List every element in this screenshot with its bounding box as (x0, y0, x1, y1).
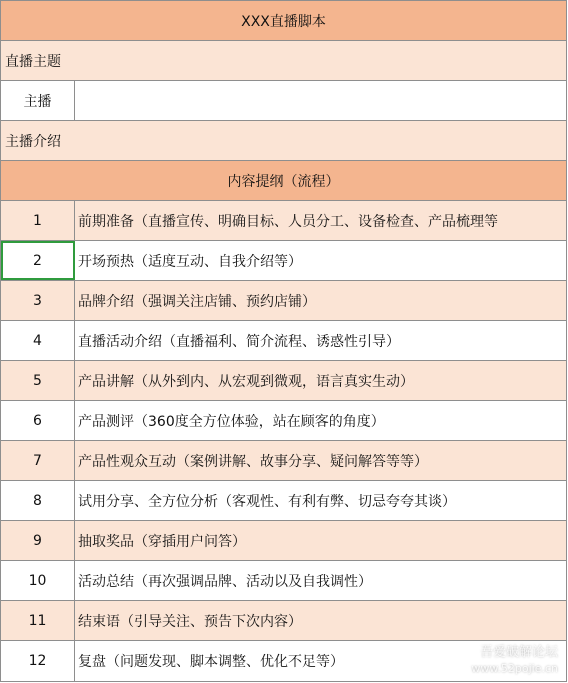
host-value-cell[interactable] (75, 81, 567, 120)
topic-cell[interactable]: 直播主题 (1, 41, 567, 80)
table-row (1, 481, 567, 521)
row-number-cell[interactable]: 3 (1, 281, 75, 320)
row-content-cell[interactable]: 产品测评（360度全方位体验，站在顾客的角度） (75, 401, 567, 440)
row-content-cell[interactable]: 抽取奖品（穿插用户问答） (75, 521, 567, 560)
watermark-name: 吾爱破解论坛 (479, 645, 558, 660)
watermark (471, 645, 558, 677)
row-number-cell[interactable]: 5 (1, 361, 75, 400)
row-content-cell[interactable]: 品牌介绍（强调关注店铺、预约店铺） (75, 281, 567, 320)
table-row (1, 561, 567, 601)
table-row (1, 361, 567, 401)
row-number-cell[interactable]: 10 (1, 561, 75, 600)
table-row (1, 201, 567, 241)
row-content-cell[interactable]: 直播活动介绍（直播福利、简介流程、诱惑性引导） (75, 321, 567, 360)
table-row (1, 521, 567, 561)
title-cell[interactable]: XXX直播脚本 (1, 1, 567, 40)
row-content-cell[interactable]: 活动总结（再次强调品牌、活动以及自我调性） (75, 561, 567, 600)
row-content-cell[interactable]: 产品性观众互动（案例讲解、故事分享、疑问解答等等） (75, 441, 567, 480)
row-content-cell[interactable]: 试用分享、全方位分析（客观性、有利有弊、切忌夸夸其谈） (75, 481, 567, 520)
row-number-cell[interactable]: 8 (1, 481, 75, 520)
table-row (1, 281, 567, 321)
table-row (1, 321, 567, 361)
table-row (1, 441, 567, 481)
row-number-cell[interactable]: 12 (1, 641, 75, 681)
row-number-cell[interactable]: 11 (1, 601, 75, 640)
table-row (1, 241, 567, 281)
outline-header-row (1, 161, 567, 201)
outline-header-cell[interactable]: 内容提纲（流程） (1, 161, 567, 200)
table-row (1, 401, 567, 441)
topic-row (1, 41, 567, 81)
row-content-cell[interactable]: 产品讲解（从外到内、从宏观到微观，语言真实生动） (75, 361, 567, 400)
row-number-cell[interactable]: 9 (1, 521, 75, 560)
row-content-cell[interactable]: 前期准备（直播宣传、明确目标、人员分工、设备检查、产品梳理等 (75, 201, 567, 240)
host-row (1, 81, 567, 121)
row-number-cell[interactable]: 7 (1, 441, 75, 480)
watermark-site: www.52pojie.cn (471, 662, 558, 675)
row-number-cell[interactable]: 2 (1, 241, 75, 280)
row-content-cell[interactable]: 复盘（问题发现、脚本调整、优化不足等） (75, 641, 567, 681)
row-content-cell[interactable]: 结束语（引导关注、预告下次内容） (75, 601, 567, 640)
row-content-cell[interactable]: 开场预热（适度互动、自我介绍等） (75, 241, 567, 280)
outline-rows (1, 201, 567, 682)
host-label-cell[interactable]: 主播 (1, 81, 75, 120)
intro-row (1, 121, 567, 161)
title-row (1, 1, 567, 41)
row-number-cell[interactable]: 4 (1, 321, 75, 360)
table-row (1, 601, 567, 641)
row-number-cell[interactable]: 6 (1, 401, 75, 440)
intro-cell[interactable]: 主播介绍 (1, 121, 567, 160)
row-number-cell[interactable]: 1 (1, 201, 75, 240)
